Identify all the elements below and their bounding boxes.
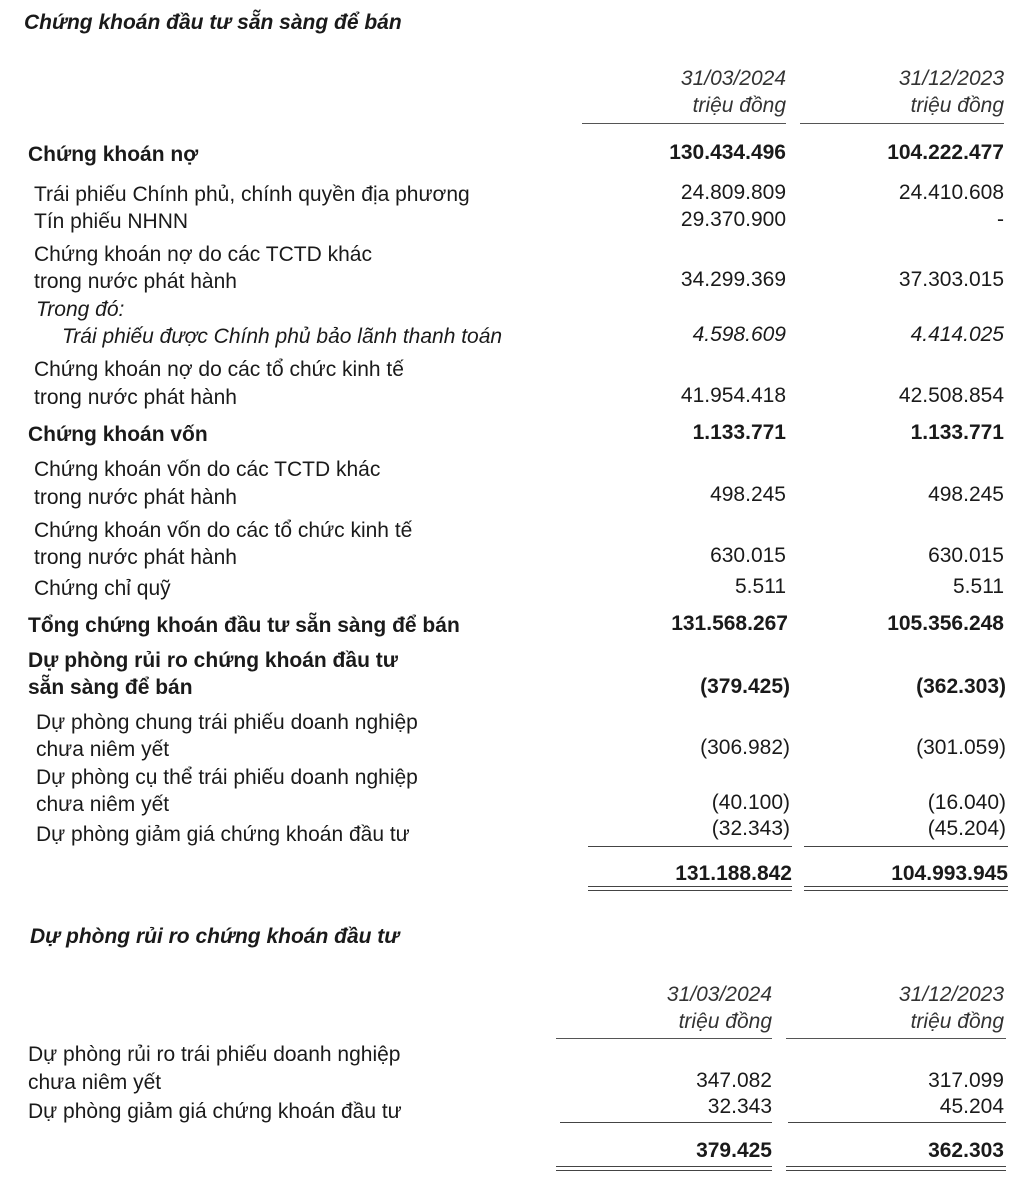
s2-col1-unit-header: triệu đồng (678, 1010, 772, 1033)
row-debt-v2: 104.222.477 (887, 141, 1004, 164)
s2-row-bond-prov-v1: 347.082 (696, 1069, 772, 1092)
row-provision-v1: (379.425) (700, 675, 790, 698)
row-equity-v2: 1.133.771 (910, 421, 1004, 444)
row-guaranteed-v1: 4.598.609 (692, 323, 786, 346)
col1-date-header: 31/03/2024 (680, 67, 786, 90)
s2-subtotal-rule-col1 (560, 1122, 772, 1123)
row-general-prov-label-1: Dự phòng chung trái phiếu doanh nghiệp (36, 711, 418, 734)
row-specific-prov-v1: (40.100) (711, 791, 790, 814)
row-corp-debt-v2: 42.508.854 (898, 384, 1004, 407)
header-rule-col1 (582, 123, 786, 124)
row-ci-debt-label-2: trong nước phát hành (34, 270, 237, 293)
row-corp-debt-label-1: Chứng khoán nợ do các tổ chức kinh tế (34, 358, 404, 381)
row-ci-equity-label-2: trong nước phát hành (34, 486, 237, 509)
s2-row-diminution-label: Dự phòng giảm giá chứng khoán đầu tư (28, 1100, 402, 1123)
col1-unit-header: triệu đồng (692, 94, 786, 117)
row-ci-debt-label-1: Chứng khoán nợ do các TCTD khác (34, 243, 372, 266)
section-title-afs: Chứng khoán đầu tư sẵn sàng để bán (24, 11, 402, 34)
row-provision-label-1: Dự phòng rủi ro chứng khoán đầu tư (28, 649, 398, 672)
total-double-rule-col1 (588, 886, 792, 891)
s2-subtotal-rule-col2 (788, 1122, 1006, 1123)
row-specific-prov-label-1: Dự phòng cụ thể trái phiếu doanh nghiệp (36, 766, 418, 789)
row-ci-equity-label-1: Chứng khoán vốn do các TCTD khác (34, 458, 381, 481)
row-corp-equity-v1: 630.015 (710, 544, 786, 567)
s2-col1-date-header: 31/03/2024 (666, 983, 772, 1006)
row-general-prov-v1: (306.982) (700, 736, 790, 759)
row-fund-cert-label: Chứng chỉ quỹ (34, 577, 171, 600)
row-guaranteed-label: Trái phiếu được Chính phủ bảo lãnh thanh toán (62, 325, 503, 348)
row-corp-equity-v2: 630.015 (928, 544, 1004, 567)
row-sbv-bills-label: Tín phiếu NHNN (34, 210, 189, 233)
row-fund-cert-v1: 5.511 (735, 575, 786, 598)
row-diminution-v2: (45.204) (927, 817, 1006, 840)
row-gov-bonds-label: Trái phiếu Chính phủ, chính quyền địa phương (34, 183, 470, 206)
s2-row-bond-prov-label-2: chưa niêm yết (28, 1071, 162, 1094)
subtotal-rule-col2 (804, 846, 1008, 847)
row-general-prov-v2: (301.059) (916, 736, 1006, 759)
row-corp-equity-label-1: Chứng khoán vốn do các tổ chức kinh tế (34, 519, 413, 542)
row-total-v1: 131.568.267 (671, 612, 788, 635)
s2-col2-date-header: 31/12/2023 (898, 983, 1004, 1006)
header-rule-col2 (800, 123, 1004, 124)
row-corp-debt-v1: 41.954.418 (680, 384, 786, 407)
row-debt-v1: 130.434.496 (669, 141, 786, 164)
row-ci-equity-v1: 498.245 (710, 483, 786, 506)
row-equity-label: Chứng khoán vốn (28, 423, 208, 446)
s2-col2-unit-header: triệu đồng (910, 1010, 1004, 1033)
row-specific-prov-label-2: chưa niêm yết (36, 793, 170, 816)
row-specific-prov-v2: (16.040) (927, 791, 1006, 814)
row-diminution-label: Dự phòng giảm giá chứng khoán đầu tư (36, 823, 410, 846)
row-net-v2: 104.993.945 (891, 862, 1008, 885)
s2-row-bond-prov-v2: 317.099 (928, 1069, 1004, 1092)
row-total-label: Tổng chứng khoán đầu tư sẵn sàng để bán (28, 614, 460, 637)
row-sbv-bills-v1: 29.370.900 (680, 208, 786, 231)
s2-row-bond-prov-label-1: Dự phòng rủi ro trái phiếu doanh nghiệp (28, 1043, 401, 1066)
of-which-label: Trong đó: (36, 298, 125, 321)
row-provision-v2: (362.303) (916, 675, 1006, 698)
col2-date-header: 31/12/2023 (898, 67, 1004, 90)
s2-row-diminution-v2: 45.204 (939, 1095, 1004, 1118)
row-equity-v1: 1.133.771 (692, 421, 786, 444)
s2-total-double-rule-col1 (556, 1166, 772, 1171)
row-ci-debt-v1: 34.299.369 (680, 268, 786, 291)
row-ci-debt-v2: 37.303.015 (898, 268, 1004, 291)
s2-total-double-rule-col2 (786, 1166, 1006, 1171)
section-title-provision: Dự phòng rủi ro chứng khoán đầu tư (30, 925, 400, 948)
s2-header-rule-col1 (556, 1038, 772, 1039)
col2-unit-header: triệu đồng (910, 94, 1004, 117)
subtotal-rule-col1 (588, 846, 792, 847)
row-corp-equity-label-2: trong nước phát hành (34, 546, 237, 569)
row-fund-cert-v2: 5.511 (953, 575, 1004, 598)
row-gov-bonds-v1: 24.809.809 (680, 181, 786, 204)
row-sbv-bills-v2: - (997, 208, 1004, 231)
row-corp-debt-label-2: trong nước phát hành (34, 386, 237, 409)
row-total-v2: 105.356.248 (887, 612, 1004, 635)
row-guaranteed-v2: 4.414.025 (910, 323, 1004, 346)
row-ci-equity-v2: 498.245 (928, 483, 1004, 506)
s2-row-total-v2: 362.303 (928, 1139, 1004, 1162)
row-gov-bonds-v2: 24.410.608 (898, 181, 1004, 204)
s2-header-rule-col2 (786, 1038, 1006, 1039)
total-double-rule-col2 (804, 886, 1008, 891)
s2-row-total-v1: 379.425 (696, 1139, 772, 1162)
row-net-v1: 131.188.842 (675, 862, 792, 885)
row-general-prov-label-2: chưa niêm yết (36, 738, 170, 761)
row-debt-label: Chứng khoán nợ (28, 143, 199, 166)
s2-row-diminution-v1: 32.343 (707, 1095, 772, 1118)
row-provision-label-2: sẵn sàng để bán (28, 676, 193, 699)
row-diminution-v1: (32.343) (711, 817, 790, 840)
